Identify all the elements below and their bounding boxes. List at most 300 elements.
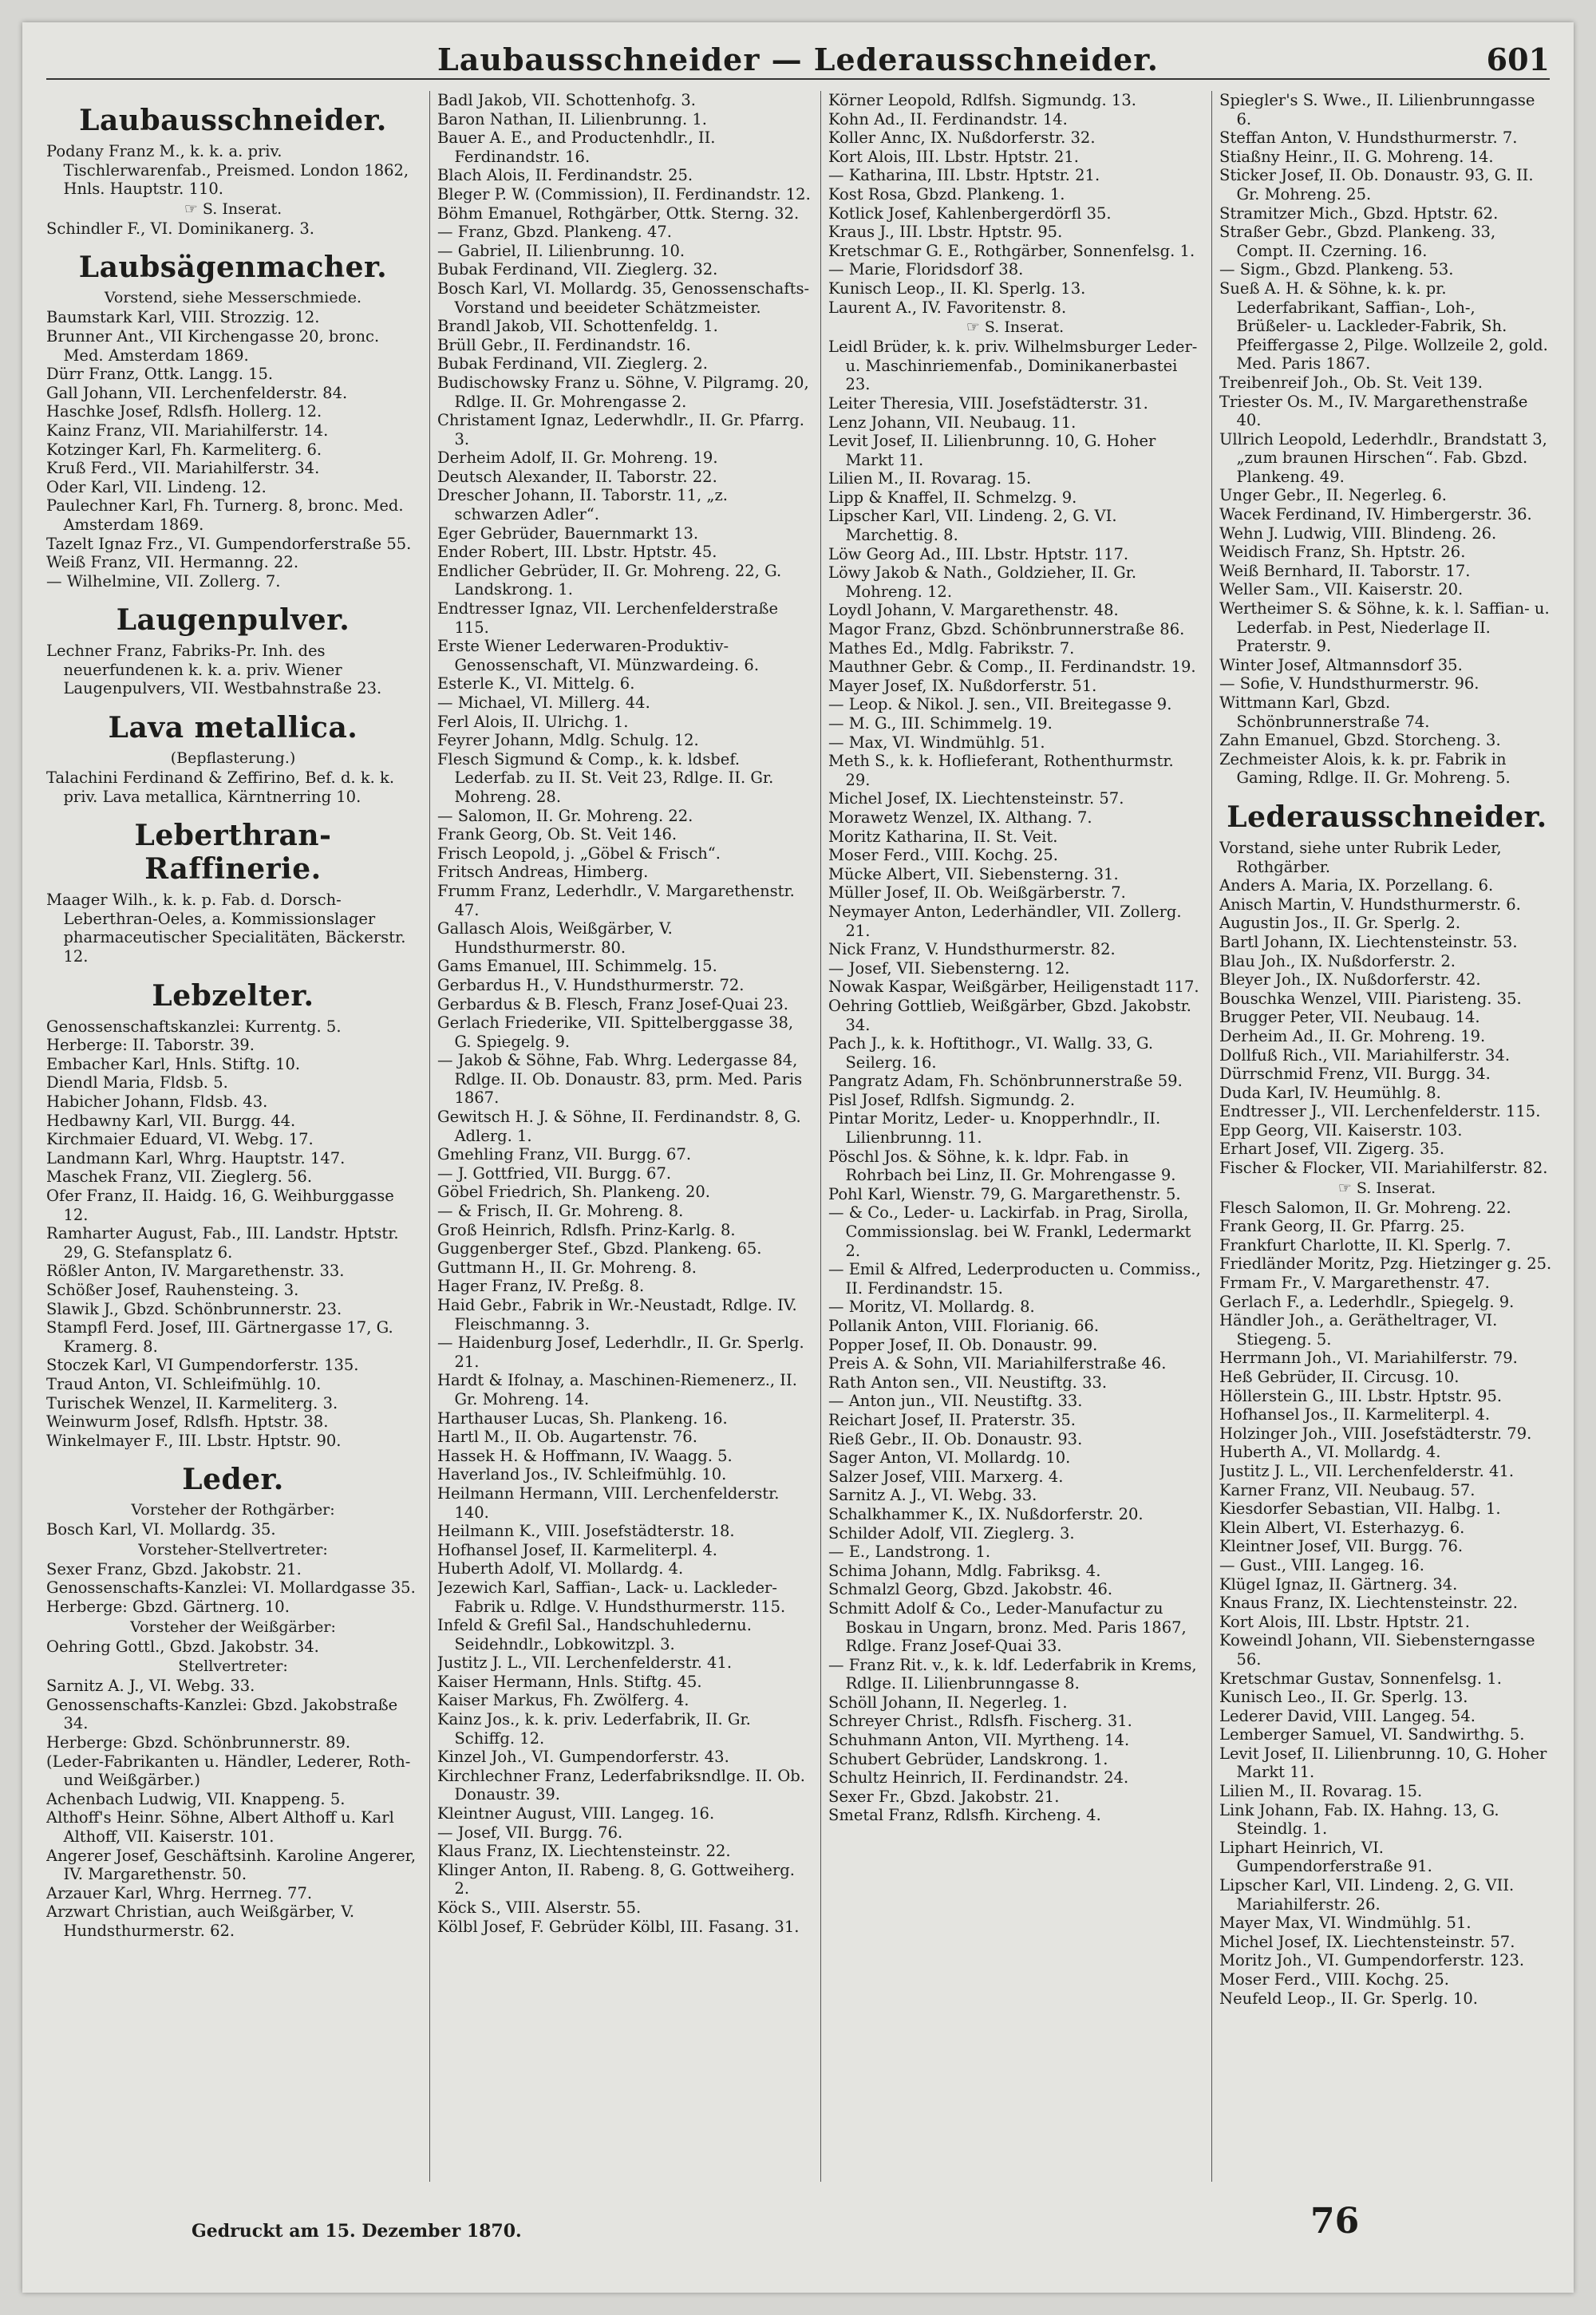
directory-entry: Gerbardus H., V. Hundsthurmerstr. 72. xyxy=(437,975,745,994)
directory-entry: — & Co., Leder- u. Lackirfab. in Prag, Sirolla, Commissionslag. bei W. Frankl, Ledermarkt 2. xyxy=(828,1203,1191,1260)
directory-entry: Moser Ferd., VIII. Kochg. 25. xyxy=(828,846,1058,865)
directory-entry: Harthauser Lucas, Sh. Plankeng. 16. xyxy=(437,1408,728,1428)
directory-entry: Fischer & Flocker, VII. Mariahilferstr. 82. xyxy=(1219,1159,1548,1178)
directory-entry: Kohn Ad., II. Ferdinandstr. 14. xyxy=(828,109,1068,128)
directory-entry: Ramharter August, Fab., III. Landstr. Hptstr. 29, G. Stefansplatz 6. xyxy=(46,1224,399,1262)
directory-entry: — Michael, VI. Millerg. 44. xyxy=(437,693,650,712)
directory-entry: Budischowsky Franz u. Söhne, V. Pilgramg. 20, Rdlge. II. Gr. Mohrengasse 2. xyxy=(437,373,809,411)
directory-entry: Sarnitz A. J., VI. Webg. 33. xyxy=(828,1486,1037,1505)
directory-entry: Pohl Karl, Wienstr. 79, G. Margarethenstr. 5. xyxy=(828,1184,1181,1203)
directory-entry: Kost Rosa, Gbzd. Plankeng. 1. xyxy=(828,184,1065,203)
directory-entry: Herberge: II. Taborstr. 39. xyxy=(46,1036,255,1055)
directory-entry: Flesch Salomon, II. Gr. Mohreng. 22. xyxy=(1219,1198,1511,1217)
directory-entry: Pach J., k. k. Hoftithogr., VI. Wallg. 33, G. Seilerg. 16. xyxy=(828,1034,1154,1072)
section-heading: Lebzelter. xyxy=(152,978,314,1013)
directory-entry: — Franz Rit. v., k. k. ldf. Lederfabrik in Krems, Rdlge. II. Lilienbrunngasse 8. xyxy=(828,1655,1197,1693)
sheet-number: 76 xyxy=(1310,2201,1360,2242)
directory-entry: Paulechner Karl, Fh. Turnerg. 8, bronc. Med. Amsterdam 1869. xyxy=(46,496,404,534)
directory-entry: Kirchlechner Franz, Lederfabriksndlge. II. Ob. Donaustr. 39. xyxy=(437,1766,805,1804)
directory-entry: Flesch Sigmund & Comp., k. k. ldsbef. Lederfab. zu II. St. Veit 23, Rdlge. II. Gr. Mohreng. 28. xyxy=(437,749,774,806)
directory-entry: Schmalzl Georg, Gbzd. Jakobstr. 46. xyxy=(828,1580,1113,1599)
directory-entry: Talachini Ferdinand & Zeffirino, Bef. d. k. k. priv. Lava metallica, Kärntnerring 10. xyxy=(46,768,395,806)
directory-entry: Guttmann H., II. Gr. Mohreng. 8. xyxy=(437,1258,697,1277)
directory-entry: Löw Georg Ad., III. Lbstr. Hptstr. 117. xyxy=(828,544,1129,563)
directory-entry: Liphart Heinrich, VI. Gumpendorferstraße 91. xyxy=(1219,1838,1432,1876)
directory-entry: Weller Sam., VII. Kaiserstr. 20. xyxy=(1219,580,1464,599)
directory-entry: Sticker Josef, II. Ob. Donaustr. 93, G. II. Gr. Mohreng. 25. xyxy=(1219,166,1534,203)
directory-entry: Lechner Franz, Fabriks-Pr. Inh. des neuerfundenen k. k. a. priv. Wiener Laugenpulvers, VII. Westbahnstraße 23. xyxy=(46,642,382,698)
directory-entry: Stiaßny Heinr., II. G. Mohreng. 14. xyxy=(1219,147,1494,166)
page-header xyxy=(46,37,1550,80)
section-note: ☞ S. Inserat. xyxy=(966,318,1065,337)
directory-entry: Frank Georg, Ob. St. Veit 146. xyxy=(437,825,678,844)
directory-entry: Bouschka Wenzel, VIII. Piaristeng. 35. xyxy=(1219,989,1522,1008)
directory-entry: Klinger Anton, II. Rabeng. 8, G. Gottweiherg. 2. xyxy=(437,1860,795,1898)
directory-entry: (Leder-Fabrikanten u. Händler, Lederer, Roth- und Weißgärber.) xyxy=(46,1752,411,1790)
directory-entry: Ullrich Leopold, Lederhdlr., Brandstatt 3, „zum braunen Hirschen“. Fab. Gbzd. Plankeng. 49. xyxy=(1219,429,1547,486)
directory-entry: Haschke Josef, Rdlsfh. Hollerg. 12. xyxy=(46,402,322,421)
directory-entry: Justitz J. L., VII. Lerchenfelderstr. 41. xyxy=(1219,1461,1515,1480)
directory-entry: Mayer Max, VI. Windmühlg. 51. xyxy=(1219,1914,1472,1933)
directory-entry: Landmann Karl, Whrg. Hauptstr. 147. xyxy=(46,1148,346,1167)
directory-entry: Erhart Josef, VII. Zigerg. 35. xyxy=(1219,1140,1445,1159)
directory-entry: Wertheimer S. & Söhne, k. k. l. Saffian- u. Lederfab. in Pest, Niederlage II. Praterstr. 9. xyxy=(1219,599,1550,656)
directory-entry: — J. Gottfried, VII. Burgg. 67. xyxy=(437,1163,672,1183)
directory-entry: Kainz Franz, VII. Mariahilferstr. 14. xyxy=(46,421,329,440)
directory-entry: Lilien M., II. Rovarag. 15. xyxy=(828,469,1032,488)
directory-entry: Bauer A. E., and Productenhdlr., II. Ferdinandstr. 16. xyxy=(437,128,716,166)
directory-entry: — Marie, Floridsdorf 38. xyxy=(828,260,1024,279)
directory-entry: Badl Jakob, VII. Schottenhofg. 3. xyxy=(437,91,696,109)
directory-entry: Pangratz Adam, Fh. Schönbrunnerstraße 59. xyxy=(828,1072,1183,1091)
directory-entry: Koller Annc, IX. Nußdorferstr. 32. xyxy=(828,128,1096,148)
directory-entry: Fritsch Andreas, Himberg. xyxy=(437,863,649,882)
directory-entry: Schubert Gebrüder, Landskrong. 1. xyxy=(828,1749,1108,1768)
directory-entry: Böhm Emanuel, Rothgärber, Ottk. Sterng. 32. xyxy=(437,203,800,223)
section-note: (Bepflasterung.) xyxy=(170,749,296,768)
directory-entry: Schmitt Adolf & Co., Leder-Manufactur zu Boskau in Ungarn, bronz. Med. Paris 1867, Rdlge. Franz Josef-Quai 33. xyxy=(828,1598,1187,1656)
directory-entry: Weiß Bernhard, II. Taborstr. 17. xyxy=(1219,561,1471,580)
directory-entry: Schößer Josef, Rauhensteing. 3. xyxy=(46,1280,299,1299)
directory-entry: Gmehling Franz, VII. Burgg. 67. xyxy=(437,1145,692,1164)
section-heading: Lava metallica. xyxy=(108,711,358,745)
directory-entry: Zahn Emanuel, Gbzd. Storcheng. 3. xyxy=(1219,731,1501,750)
directory-entry: Frankfurt Charlotte, II. Kl. Sperlg. 7. xyxy=(1219,1235,1511,1254)
directory-entry: Schuhmann Anton, VII. Myrtheng. 14. xyxy=(828,1731,1130,1750)
directory-entry: Sexer Fr., Gbzd. Jakobstr. 21. xyxy=(828,1787,1060,1806)
directory-entry: Mauthner Gebr. & Comp., II. Ferdinandstr. 19. xyxy=(828,658,1196,677)
directory-entry: Klein Albert, VI. Esterhazyg. 6. xyxy=(1219,1518,1465,1537)
directory-entry: Kunisch Leo., II. Gr. Sperlg. 13. xyxy=(1219,1688,1468,1707)
directory-entry: Bubak Ferdinand, VII. Zieglerg. 32. xyxy=(437,260,718,279)
directory-entry: Kaiser Markus, Fh. Zwölferg. 4. xyxy=(437,1691,689,1710)
section-heading: Laubausschneider. xyxy=(79,104,387,137)
directory-entry: Sager Anton, VI. Mollardg. 10. xyxy=(828,1448,1071,1468)
directory-entry: Kretschmar G. E., Rothgärber, Sonnenfelsg. 1. xyxy=(828,241,1195,260)
directory-entry: Nick Franz, V. Hundsthurmerstr. 82. xyxy=(828,940,1116,959)
directory-entry: Wacek Ferdinand, IV. Himbergerstr. 36. xyxy=(1219,505,1532,524)
directory-entry: Smetal Franz, Rdlsfh. Kircheng. 4. xyxy=(828,1806,1101,1825)
directory-entry: Christament Ignaz, Lederwhdlr., II. Gr. Pfarrg. 3. xyxy=(437,411,804,448)
directory-entry: Embacher Karl, Hnls. Stiftg. 10. xyxy=(46,1054,301,1073)
directory-entry: Sexer Franz, Gbzd. Jakobstr. 21. xyxy=(46,1559,302,1578)
directory-entry: — Jakob & Söhne, Fab. Whrg. Ledergasse 84, Rdlge. II. Ob. Donaustr. 83, prm. Med. Paris 1867. xyxy=(437,1051,803,1108)
directory-entry: Blach Alois, II. Ferdinandstr. 25. xyxy=(437,166,693,185)
directory-entry: Leiter Theresia, VIII. Josefstädterstr. 31. xyxy=(828,393,1148,413)
directory-entry: Kainz Jos., k. k. priv. Lederfabrik, II. Gr. Schiffg. 12. xyxy=(437,1710,751,1748)
directory-entry: Infeld & Grefil Sal., Handschuhledernu. Seidehndlr., Lobkowitzpl. 3. xyxy=(437,1616,752,1653)
directory-entry: Weidisch Franz, Sh. Hptstr. 26. xyxy=(1219,543,1466,562)
directory-entry: Reichart Josef, II. Praterstr. 35. xyxy=(828,1410,1076,1429)
directory-entry: Stampfl Ferd. Josef, III. Gärtnergasse 17, G. Kramerg. 8. xyxy=(46,1318,393,1356)
directory-entry: Pollanik Anton, VIII. Florianig. 66. xyxy=(828,1317,1100,1335)
directory-entry: Oehring Gottl., Gbzd. Jakobstr. 34. xyxy=(46,1637,319,1656)
directory-entry: Frisch Leopold, j. „Göbel & Frisch“. xyxy=(437,843,721,863)
directory-entry: Baron Nathan, II. Lilienbrunng. 1. xyxy=(437,109,707,128)
directory-entry: — Josef, VII. Burgg. 76. xyxy=(437,1823,623,1842)
directory-entry: Popper Josef, II. Ob. Donaustr. 99. xyxy=(828,1335,1098,1354)
directory-entry: Nowak Kaspar, Weißgärber, Heiligenstadt 117. xyxy=(828,978,1199,997)
directory-entry: Zechmeister Alois, k. k. pr. Fabrik in Gaming, Rdlge. II. Gr. Mohreng. 5. xyxy=(1219,749,1511,788)
directory-entry: Löwy Jakob & Nath., Goldzieher, II. Gr. Mohreng. 12. xyxy=(828,563,1137,601)
directory-entry: Dürr Franz, Ottk. Langg. 15. xyxy=(46,365,274,384)
section-note: Stellvertreter: xyxy=(178,1657,288,1676)
directory-entry: Kirchmaier Eduard, VI. Webg. 17. xyxy=(46,1130,314,1149)
directory-entry: Spiegler's S. Wwe., II. Lilienbrunngasse 6. xyxy=(1219,91,1535,128)
directory-entry: Dollfuß Rich., VII. Mariahilferstr. 34. xyxy=(1219,1045,1511,1065)
directory-entry: Lilien M., II. Rovarag. 15. xyxy=(1219,1782,1423,1801)
directory-entry: Hassek H. & Hoffmann, IV. Waagg. 5. xyxy=(437,1446,733,1465)
directory-entry: — Sofie, V. Hundsthurmerstr. 96. xyxy=(1219,674,1479,693)
directory-entry: Derheim Adolf, II. Gr. Mohreng. 19. xyxy=(437,448,718,468)
directory-entry: Brüll Gebr., II. Ferdinandstr. 16. xyxy=(437,335,691,354)
directory-entry: Kleintner August, VIII. Langeg. 16. xyxy=(437,1804,715,1823)
directory-entry: Rath Anton sen., VII. Neustiftg. 33. xyxy=(828,1373,1108,1392)
section-heading: Laubsägenmacher. xyxy=(78,251,388,285)
section-note: Vorsteher der Weißgärber: xyxy=(130,1618,336,1636)
directory-entry: Schreyer Christ., Rdlsfh. Fischerg. 31. xyxy=(828,1712,1132,1731)
column-divider xyxy=(820,91,821,2182)
directory-entry: Händler Joh., a. Gerätheltrager, VI. Stiegeng. 5. xyxy=(1219,1311,1498,1349)
directory-entry: Maager Wilh., k. k. p. Fab. d. Dorsch-Leberthran-Oeles, a. Kommissionslager pharmaceutischer Specialitäten, Bäckerstr. 12. xyxy=(46,891,406,966)
column-divider xyxy=(1211,91,1212,2182)
directory-entry: Leidl Brüder, k. k. priv. Wilhelmsburger Leder- u. Maschinriemenfab., Dominikanerbastei 23. xyxy=(828,338,1198,394)
directory-entry: — Josef, VII. Siebensterng. 12. xyxy=(828,958,1070,978)
directory-entry: Levit Josef, II. Lilienbrunng. 10, G. Hoher Markt 11. xyxy=(1219,1744,1547,1782)
directory-entry: Lenz Johann, VII. Neubaug. 11. xyxy=(828,413,1077,432)
directory-entry: Frank Georg, II. Gr. Pfarrg. 25. xyxy=(1219,1217,1465,1236)
directory-entry: Justitz J. L., VII. Lerchenfelderstr. 41. xyxy=(437,1653,733,1673)
directory-entry: Sueß A. H. & Söhne, k. k. pr. Lederfabrikant, Saffian-, Loh-, Brüßeler- u. Lackleder-Fabrik, Sh. Pfeiffergasse 2, Pilge. Wollzeile 2, gold. Med. Paris 1867. xyxy=(1219,279,1548,373)
directory-entry: Heß Gebrüder, II. Circusg. 10. xyxy=(1219,1368,1460,1386)
directory-entry: Moritz Joh., VI. Gumpendorferstr. 123. xyxy=(1219,1951,1525,1970)
directory-entry: Heilmann Hermann, VIII. Lerchenfelderstr. 140. xyxy=(437,1483,780,1522)
directory-page xyxy=(22,22,1574,2293)
directory-entry: Winter Josef, Altmannsdorf 35. xyxy=(1219,655,1463,674)
directory-entry: Deutsch Alexander, II. Taborstr. 22. xyxy=(437,467,717,486)
section-note: Vorsteher-Stellvertreter: xyxy=(138,1540,328,1558)
directory-entry: Dürrschmid Frenz, VII. Burgg. 34. xyxy=(1219,1065,1491,1084)
directory-entry: Bleyer Joh., IX. Nußdorferstr. 42. xyxy=(1219,970,1481,990)
directory-entry: Feyrer Johann, Mdlg. Schulg. 12. xyxy=(437,731,699,750)
directory-entry: Endlicher Gebrüder, II. Gr. Mohreng. 22, G. Landskrong. 1. xyxy=(437,561,782,599)
directory-entry: Hofhansel Josef, II. Karmeliterpl. 4. xyxy=(437,1540,717,1559)
directory-entry: Arzwart Christian, auch Weißgärber, V. Hundsthurmerstr. 62. xyxy=(46,1902,355,1940)
directory-entry: — Wilhelmine, VII. Zollerg. 7. xyxy=(46,571,281,591)
directory-entry: Hager Franz, IV. Preßg. 8. xyxy=(437,1277,645,1296)
directory-entry: Slawik J., Gbzd. Schönbrunnerstr. 23. xyxy=(46,1299,342,1318)
section-note: ☞ S. Inserat. xyxy=(184,200,282,218)
running-title: Laubausschneider — Lederausschneider. xyxy=(437,41,1159,77)
directory-entry: Epp Georg, VII. Kaiserstr. 103. xyxy=(1219,1120,1463,1140)
directory-entry: — Gabriel, II. Lilienbrunng. 10. xyxy=(437,241,685,260)
directory-entry: Achenbach Ludwig, VII. Knappeng. 5. xyxy=(46,1789,346,1808)
directory-entry: Genossenschafts-Kanzlei: VI. Mollardgasse 35. xyxy=(46,1578,416,1598)
directory-entry: Bosch Karl, VI. Mollardg. 35, Genossenschafts-Vorstand und beeideter Schätzmeister. xyxy=(437,279,810,317)
directory-entry: Mayer Josef, IX. Nußdorferstr. 51. xyxy=(828,676,1097,695)
directory-entry: Drescher Johann, II. Taborstr. 11, „z. schwarzen Adler“. xyxy=(437,486,728,524)
section-note: Vorstend, siehe Messerschmiede. xyxy=(104,289,362,307)
directory-entry: Tazelt Ignaz Frz., VI. Gumpendorferstraße 55. xyxy=(46,534,412,553)
directory-entry: Kunisch Leop., II. Kl. Sperlg. 13. xyxy=(828,279,1086,298)
directory-entry: Gerlach Friederike, VII. Spittelberggasse 38, G. Spiegelg. 9. xyxy=(437,1013,794,1051)
directory-entry: Gams Emanuel, III. Schimmelg. 15. xyxy=(437,957,717,976)
directory-entry: Triester Os. M., IV. Margarethenstraße 40. xyxy=(1219,392,1528,430)
directory-entry: Rößler Anton, IV. Margarethenstr. 33. xyxy=(46,1262,345,1281)
column-4 xyxy=(1219,91,1555,2182)
directory-entry: Laurent A., IV. Favoritenstr. 8. xyxy=(828,298,1067,317)
directory-entry: Lederer David, VIII. Langeg. 54. xyxy=(1219,1706,1476,1725)
directory-entry: Blau Joh., IX. Nußdorferstr. 2. xyxy=(1219,951,1456,970)
directory-entry: Schilder Adolf, VII. Zieglerg. 3. xyxy=(828,1523,1075,1543)
directory-entry: Treibenreif Joh., Ob. St. Veit 139. xyxy=(1219,373,1483,392)
directory-entry: Rieß Gebr., II. Ob. Donaustr. 93. xyxy=(828,1429,1083,1448)
directory-entry: Link Johann, Fab. IX. Hahng. 13, G. Steindlg. 1. xyxy=(1219,1800,1499,1839)
directory-entry: Steffan Anton, V. Hundsthurmerstr. 7. xyxy=(1219,128,1518,148)
directory-entry: Guggenberger Stef., Gbzd. Plankeng. 65. xyxy=(437,1239,762,1258)
directory-entry: — Katharina, III. Lbstr. Hptstr. 21. xyxy=(828,166,1100,185)
directory-entry: Frmam Fr., V. Margarethenstr. 47. xyxy=(1219,1274,1490,1293)
directory-entry: Wittmann Karl, Gbzd. Schönbrunnerstraße 74. xyxy=(1219,693,1430,731)
directory-entry: Gewitsch H. J. & Söhne, II. Ferdinandstr. 8, G. Adlerg. 1. xyxy=(437,1108,801,1145)
section-note: Vorsteher der Rothgärber: xyxy=(131,1501,335,1519)
directory-entry: Herberge: Gbzd. Schönbrunnerstr. 89. xyxy=(46,1733,351,1752)
directory-entry: Winkelmayer F., III. Lbstr. Hptstr. 90. xyxy=(46,1431,342,1450)
directory-entry: Gerbardus & B. Flesch, Franz Josef-Quai 23. xyxy=(437,994,788,1013)
directory-entry: Straßer Gebr., Gbzd. Plankeng. 33, Compt. II. Czerning. 16. xyxy=(1219,223,1496,260)
directory-entry: Gallasch Alois, Weißgärber, V. Hundsthurmerstr. 80. xyxy=(437,919,673,957)
directory-entry: Hedbawny Karl, VII. Burgg. 44. xyxy=(46,1111,296,1130)
directory-entry: Kotzinger Karl, Fh. Karmeliterg. 6. xyxy=(46,440,322,459)
directory-entry: Wehn J. Ludwig, VIII. Blindeng. 26. xyxy=(1219,523,1497,543)
directory-entry: Gerlach F., a. Lederhdlr., Spiegelg. 9. xyxy=(1219,1292,1515,1311)
directory-entry: Kiesdorfer Sebastian, VII. Halbg. 1. xyxy=(1219,1499,1501,1519)
directory-entry: Preis A. & Sohn, VII. Mariahilferstraße 46. xyxy=(828,1354,1167,1373)
directory-entry: Kraus J., III. Lbstr. Hptstr. 95. xyxy=(828,223,1063,242)
directory-entry: Hartl M., II. Ob. Augartenstr. 76. xyxy=(437,1428,697,1447)
directory-entry: Haid Gebr., Fabrik in Wr.-Neustadt, Rdlge. IV. Fleischmanng. 3. xyxy=(437,1296,797,1333)
directory-entry: Schalkhammer K., IX. Nußdorferstr. 20. xyxy=(828,1504,1144,1523)
directory-entry: Habicher Johann, Fldsb. 43. xyxy=(46,1092,268,1111)
directory-entry: Moritz Katharina, II. St. Veit. xyxy=(828,827,1058,846)
directory-entry: Holzinger Joh., VIII. Josefstädterstr. 79. xyxy=(1219,1424,1532,1443)
directory-entry: — Sigm., Gbzd. Plankeng. 53. xyxy=(1219,260,1454,279)
directory-entry: Podany Franz M., k. k. a. priv. Tischlerwarenfab., Preismed. London 1862, Hnls. Hauptstr. 110. xyxy=(46,142,409,199)
directory-entry: Hofhansel Jos., II. Karmeliterpl. 4. xyxy=(1219,1405,1491,1424)
directory-entry: Schultz Heinrich, II. Ferdinandstr. 24. xyxy=(828,1768,1129,1788)
directory-entry: Huberth A., VI. Mollardg. 4. xyxy=(1219,1443,1441,1462)
section-heading: Laugenpulver. xyxy=(116,603,350,638)
directory-entry: Bubak Ferdinand, VII. Zieglerg. 2. xyxy=(437,354,708,373)
directory-entry: Bartl Johann, IX. Liechtensteinstr. 53. xyxy=(1219,932,1518,951)
directory-entry: Anisch Martin, V. Hundsthurmerstr. 6. xyxy=(1219,895,1521,914)
directory-entry: Anders A. Maria, IX. Porzellang. 6. xyxy=(1219,876,1494,895)
directory-entry: Göbel Friedrich, Sh. Plankeng. 20. xyxy=(437,1183,710,1202)
directory-entry: Morawetz Wenzel, IX. Althang. 7. xyxy=(828,808,1092,827)
directory-entry: Moser Ferd., VIII. Kochg. 25. xyxy=(1219,1970,1449,1989)
directory-entry: Bleger P. W. (Commission), II. Ferdinandstr. 12. xyxy=(437,184,811,203)
section-heading: Leberthran-Raffinerie. xyxy=(134,819,332,887)
directory-entry: Lipscher Karl, VII. Lindeng. 2, G. VI. Marchettig. 8. xyxy=(828,507,1117,545)
directory-entry: Duda Karl, IV. Heumühlg. 8. xyxy=(1219,1083,1441,1102)
directory-entry: Neufeld Leop., II. Gr. Sperlg. 10. xyxy=(1219,1989,1478,2008)
section-heading: Lederausschneider. xyxy=(1227,800,1547,834)
directory-entry: Kruß Ferd., VII. Mariahilferstr. 34. xyxy=(46,459,320,478)
directory-entry: Lipscher Karl, VII. Lindeng. 2, G. VII. Mariahilferstr. 26. xyxy=(1219,1876,1515,1914)
directory-entry: Pintar Moritz, Leder- u. Knopperhndlr., II. Lilienbrunng. 11. xyxy=(828,1109,1161,1148)
directory-entry: Groß Heinrich, Rdlsfh. Prinz-Karlg. 8. xyxy=(437,1220,736,1239)
directory-entry: Diendl Maria, Fldsb. 5. xyxy=(46,1073,228,1092)
directory-entry: Sarnitz A. J., VI. Webg. 33. xyxy=(46,1677,255,1696)
directory-entry: Weiß Franz, VII. Hermanng. 22. xyxy=(46,553,299,572)
directory-entry: — Gust., VIII. Langeg. 16. xyxy=(1219,1555,1424,1574)
directory-entry: Stoczek Karl, VI Gumpendorferstr. 135. xyxy=(46,1356,359,1375)
directory-entry: Karner Franz, VII. Neubaug. 57. xyxy=(1219,1480,1476,1499)
directory-entry: Loydl Johann, V. Margarethenstr. 48. xyxy=(828,601,1119,620)
directory-entry: Stramitzer Mich., Gbzd. Hptstr. 62. xyxy=(1219,203,1499,223)
directory-entry: Herberge: Gbzd. Gärtnerg. 10. xyxy=(46,1598,290,1617)
column-3 xyxy=(828,91,1202,2182)
directory-entry: Baumstark Karl, VIII. Strozzig. 12. xyxy=(46,308,320,327)
directory-entry: Pisl Josef, Rdlfsh. Sigmundg. 2. xyxy=(828,1090,1076,1109)
directory-entry: Höllerstein G., III. Lbstr. Hptstr. 95. xyxy=(1219,1386,1503,1405)
column-2 xyxy=(437,91,811,2182)
directory-entry: Kretschmar Gustav, Sonnenfelsg. 1. xyxy=(1219,1669,1502,1688)
directory-entry: Traud Anton, VI. Schleifmühlg. 10. xyxy=(46,1374,322,1393)
directory-entry: Endtresser Ignaz, VII. Lerchenfelderstraße 115. xyxy=(437,599,779,637)
directory-entry: Michel Josef, IX. Liechtensteinstr. 57. xyxy=(828,789,1124,808)
directory-entry: Kinzel Joh., VI. Gumpendorferstr. 43. xyxy=(437,1748,729,1767)
page-number: 601 xyxy=(1486,41,1550,77)
directory-entry: Körner Leopold, Rdlfsh. Sigmundg. 13. xyxy=(828,91,1136,109)
directory-entry: Eger Gebrüder, Bauernmarkt 13. xyxy=(437,523,699,543)
directory-entry: Klügel Ignaz, II. Gärtnerg. 34. xyxy=(1219,1574,1458,1594)
directory-entry: Ferl Alois, II. Ulrichg. 1. xyxy=(437,712,629,731)
directory-entry: Lipp & Knaffel, II. Schmelzg. 9. xyxy=(828,488,1077,507)
directory-entry: Angerer Josef, Geschäftsinh. Karoline Angerer, IV. Margarethenstr. 50. xyxy=(46,1846,417,1884)
directory-entry: Augustin Jos., II. Gr. Sperlg. 2. xyxy=(1219,914,1461,933)
directory-entry: Friedländer Moritz, Pzg. Hietzinger g. 25. xyxy=(1219,1254,1552,1274)
directory-entry: Salzer Josef, VIII. Marxerg. 4. xyxy=(828,1467,1064,1486)
directory-entry: — Max, VI. Windmühlg. 51. xyxy=(828,733,1045,752)
directory-entry: Neymayer Anton, Lederhändler, VII. Zollerg. 21. xyxy=(828,902,1182,940)
print-date: Gedruckt am 15. Dezember 1870. xyxy=(192,2221,522,2242)
directory-entry: Kort Alois, III. Lbstr. Hptstr. 21. xyxy=(828,147,1079,166)
directory-entry: Brugger Peter, VII. Neubaug. 14. xyxy=(1219,1008,1480,1027)
directory-entry: Herrmann Joh., VI. Mariahilferstr. 79. xyxy=(1219,1349,1518,1368)
directory-entry: Ofer Franz, II. Haidg. 16, G. Weihburggasse 12. xyxy=(46,1186,394,1224)
directory-entry: Huberth Adolf, VI. Mollardg. 4. xyxy=(437,1559,684,1578)
directory-entry: Klaus Franz, IX. Liechtensteinstr. 22. xyxy=(437,1842,731,1861)
directory-entry: Bosch Karl, VI. Mollardg. 35. xyxy=(46,1520,276,1539)
directory-entry: Gall Johann, VII. Lerchenfelderstr. 84. xyxy=(46,383,348,402)
directory-entry: Esterle K., VI. Mittelg. 6. xyxy=(437,674,635,693)
directory-entry: — Moritz, VI. Mollardg. 8. xyxy=(828,1298,1035,1317)
directory-entry: — Leop. & Nikol. J. sen., VII. Breitegasse 9. xyxy=(828,695,1172,714)
directory-entry: — Anton jun., VII. Neustiftg. 33. xyxy=(828,1392,1083,1411)
directory-entry: Heilmann K., VIII. Josefstädterstr. 18. xyxy=(437,1522,735,1541)
directory-entry: Frumm Franz, Lederhdlr., V. Margarethenstr. 47. xyxy=(437,881,795,919)
directory-entry: Oder Karl, VII. Lindeng. 12. xyxy=(46,477,267,496)
directory-entry: Köck S., VIII. Alserstr. 55. xyxy=(437,1898,642,1917)
directory-entry: Kölbl Josef, F. Gebrüder Kölbl, III. Fasang. 31. xyxy=(437,1917,800,1936)
directory-entry: Unger Gebr., II. Negerleg. 6. xyxy=(1219,486,1447,505)
directory-entry: Hardt & Ifolnay, a. Maschinen-Riemenerz., II. Gr. Mohreng. 14. xyxy=(437,1371,797,1408)
directory-entry: — E., Landstrong. 1. xyxy=(828,1543,991,1562)
directory-entry: Levit Josef, II. Lilienbrunng. 10, G. Hoher Markt 11. xyxy=(828,432,1156,469)
directory-entry: Schindler F., VI. Dominikanerg. 3. xyxy=(46,219,314,238)
directory-entry: Koweindl Johann, VII. Siebensterngasse 56. xyxy=(1219,1631,1535,1669)
directory-entry: Weinwurm Josef, Rdlsfh. Hptstr. 38. xyxy=(46,1412,329,1432)
directory-entry: Maschek Franz, VII. Zieglerg. 56. xyxy=(46,1167,313,1187)
directory-entry: Schöll Johann, II. Negerleg. 1. xyxy=(828,1693,1068,1712)
directory-entry: Derheim Ad., II. Gr. Mohreng. 19. xyxy=(1219,1026,1486,1045)
directory-entry: Arzauer Karl, Whrg. Herrneg. 77. xyxy=(46,1883,313,1902)
directory-entry: Magor Franz, Gbzd. Schönbrunnerstraße 86. xyxy=(828,620,1185,639)
section-heading: Leder. xyxy=(182,1463,284,1497)
directory-entry: — & Frisch, II. Gr. Mohreng. 8. xyxy=(437,1202,684,1221)
directory-entry: — Salomon, II. Gr. Mohreng. 22. xyxy=(437,806,693,825)
column-divider xyxy=(429,91,430,2182)
directory-entry: — Haidenburg Josef, Lederhdlr., II. Gr. Sperlg. 21. xyxy=(437,1333,804,1371)
directory-entry: Brunner Ant., VII Kirchengasse 20, bronc. Med. Amsterdam 1869. xyxy=(46,326,380,365)
directory-entry: — Emil & Alfred, Lederproducten u. Commiss., II. Ferdinandstr. 15. xyxy=(828,1260,1201,1298)
directory-entry: Meth S., k. k. Hoflieferant, Rothenthurmstr. 29. xyxy=(828,752,1174,789)
directory-entry: Ender Robert, III. Lbstr. Hptstr. 45. xyxy=(437,543,717,562)
directory-entry: Jezewich Karl, Saffian-, Lack- u. Lackleder-Fabrik u. Rdlge. V. Hundsthurmerstr. 115. xyxy=(437,1578,786,1616)
directory-entry: Kotlick Josef, Kahlenbergerdörfl 35. xyxy=(828,203,1112,223)
directory-entry: Turischek Wenzel, II. Karmeliterg. 3. xyxy=(46,1393,338,1412)
directory-entry: Pöschl Jos. & Söhne, k. k. ldpr. Fab. in Rohrbach bei Linz, II. Gr. Mohrengasse 9. xyxy=(828,1147,1176,1185)
directory-entry: Mücke Albert, VII. Siebensterng. 31. xyxy=(828,864,1119,883)
directory-entry: Müller Josef, II. Ob. Weißgärberstr. 7. xyxy=(828,883,1126,903)
directory-entry: Erste Wiener Lederwaren-Produktiv-Genossenschaft, VI. Münzwardeing. 6. xyxy=(437,637,760,674)
directory-entry: Knaus Franz, IX. Liechtensteinstr. 22. xyxy=(1219,1594,1518,1613)
directory-entry: Brandl Jakob, VII. Schottenfeldg. 1. xyxy=(437,317,718,336)
directory-entry: Genossenschaftskanzlei: Kurrentg. 5. xyxy=(46,1017,342,1036)
directory-entry: — M. G., III. Schimmelg. 19. xyxy=(828,714,1053,733)
directory-entry: Michel Josef, IX. Liechtensteinstr. 57. xyxy=(1219,1932,1515,1951)
directory-entry: Haverland Jos., IV. Schleifmühlg. 10. xyxy=(437,1465,727,1484)
column-1 xyxy=(46,91,420,2182)
directory-entry: Oehring Gottlieb, Weißgärber, Gbzd. Jakobstr. 34. xyxy=(828,996,1191,1034)
directory-entry: Vorstand, siehe unter Rubrik Leder, Rothgärber. xyxy=(1219,838,1502,876)
directory-entry: — Franz, Gbzd. Plankeng. 47. xyxy=(437,223,672,242)
directory-entry: Kaiser Hermann, Hnls. Stiftg. 45. xyxy=(437,1672,702,1691)
directory-entry: Endtresser J., VII. Lerchenfelderstr. 115. xyxy=(1219,1102,1541,1121)
directory-entry: Lemberger Samuel, VI. Sandwirthg. 5. xyxy=(1219,1725,1525,1744)
directory-entry: Kleintner Josef, VII. Burgg. 76. xyxy=(1219,1537,1464,1556)
